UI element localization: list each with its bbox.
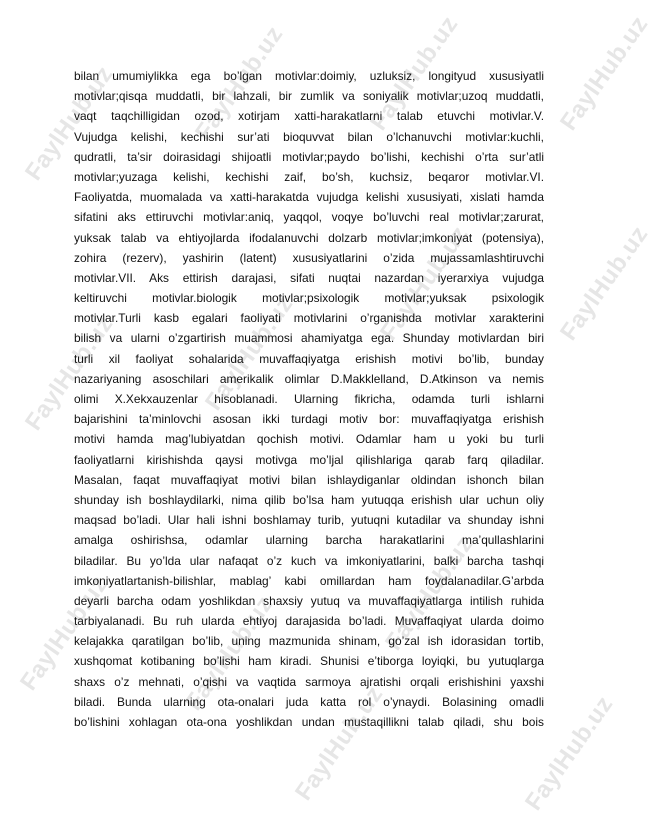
text-line: Masalan, faqat muvaffaqiyat motivi bilan ishlaydiganlar oldindan ishonch bilan xyxy=(74,472,544,487)
watermark-text: FaylHub.uz xyxy=(180,591,279,716)
text-line: maqsad bo’ladi. Ular hali ishni boshlamay turib, yutuqni kutadilar va shunday ishni xyxy=(74,513,544,528)
text-line: motivlar.Turli kasb egalari faoliyati motivlarini o’rganishda motivlar xarakterini xyxy=(74,311,544,326)
text-line: turli xil faoliyat sohalarida muvaffaqiyatga erishish motivi bo’lib, bunday xyxy=(74,351,544,366)
text-line: kelajakka qaratilgan bo’lib, uning mazmunida shinam, go’zal ish idorasidan tortib, xyxy=(74,634,544,649)
text-line: amalga oshirishsa, odamlar ularning barcha harakatlarini ma’qullashlarini xyxy=(74,533,544,548)
text-line: qudratli, ta’sir doirasidagi shijoatli motivlar;paydo bo’lishi, kechishi o’rta sur’atli xyxy=(74,149,544,164)
text-line: deyarli barcha odam yoshlikdan shaxsiy yutuq va muvaffaqiyatlarga intilish ruhida xyxy=(74,593,544,608)
text-line: Vujudga kelishi, kechishi sur’ati bioquvvat bilan o’lchanuvchi motivlar:kuchli, xyxy=(74,129,544,144)
watermark-text: FaylHub.uz xyxy=(290,681,389,806)
text-line: motivlar.VII. Aks ettirish darajasi, sifati nuqtai nazardan iyerarxiya vujudga xyxy=(74,270,544,285)
text-line: biladilar. Bu yo’lda ular nafaqat o’z kuch va imkoniyatlarini, balki barcha tashqi xyxy=(74,553,544,568)
text-line: sifatini aks ettiruvchi motivlar:aniq, yaqqol, voqye bo’luvchi real motivlar;zarurat, xyxy=(74,210,544,225)
watermark-text: FaylHub.uz xyxy=(20,61,119,186)
watermark-text: FaylHub.uz xyxy=(200,291,299,416)
body-text xyxy=(74,66,544,732)
text-line: Faoliyatda, muomalada va xatti-harakatda vujudga kelishi xususiyati, xislati hamda xyxy=(74,190,544,205)
text-line: zohira (rezerv), yashirin (latent) xususiyatlarini o’zida mujassamlashtiruvchi xyxy=(74,250,544,265)
text-line: shaxs o’z mehnati, o’qishi va vaqtida sarmoya ajratishi orqali erishishini yaxshi xyxy=(74,674,544,689)
text-line: bilan umumiylikka ega bo’lgan motivlar:doimiy, uzluksiz, longityud xususiyatli xyxy=(74,69,544,83)
text-line: nazariyaning asoschilari amerikalik olimlar D.Makklelland, D.Atkinson va nemis xyxy=(74,371,544,386)
watermark-text: FaylHub.uz xyxy=(190,21,289,146)
text-line: yuksak talab va ehtiyojlarda ifodalanuvchi dolzarb motivlar;imkoniyat (potensiya), xyxy=(74,230,544,245)
text-line: olimi X.Xekxauzenlar hisoblanadi. Ularning fikricha, odamda turli ishlarni xyxy=(74,392,544,406)
text-line: tarbiyalanadi. Bu ruh ularda ehtiyoj darajasida bo’ladi. Muvaffaqiyat ularda doimo xyxy=(74,614,544,629)
text-line: bilish va ularni o’zgartirish muammosi ahamiyatga ega. Shunday motivlardan biri xyxy=(74,331,544,346)
text-line: shunday ish boshlaydilarki, nima qilib bo’lsa ham yutuqqa erishish ular uchun oliy xyxy=(74,492,544,507)
text-line: bajarishini ta’minlovchi asosan ikki turdagi motiv bor: muvaffaqiyatga erishish xyxy=(74,412,544,427)
text-line: bo’lishini xohlagan ota-ona yoshlikdan undan mustaqillikni talab qiladi, shu bois xyxy=(74,715,544,729)
text-line: faoliyatlarni kirishishda qaysi motivga mo’ljal qilishlariga qarab farq qiladilar. xyxy=(74,452,544,467)
text-line: vaqt taqchilligidan ozod, xotirjam xatti-harakatlarni talab etuvchi motivlar.V. xyxy=(74,109,544,124)
text-line: motivlar;qisqa muddatli, bir lahzali, bir zumlik va soniyalik motivlar;uzoq muddatli, xyxy=(74,89,544,104)
watermark-text: FaylHub.uz xyxy=(15,571,114,696)
watermark-text: FaylHub.uz xyxy=(555,221,654,346)
text-line: keltiruvchi motivlar.biologik motivlar;psixologik motivlar;yuksak psixologik xyxy=(74,291,544,306)
text-line: motivlar;yuzaga kelishi, kechishi zaif, bo’sh, kuchsiz, beqaror motivlar.VI. xyxy=(74,169,544,184)
watermark-text: FaylHub.uz xyxy=(365,11,464,136)
watermark-text: FaylHub.uz xyxy=(520,691,619,816)
text-line: xushqomat kotibaning bo’lishi ham kiradi. Shunisi e’tiborga loyiqki, bu yutuqlarga xyxy=(74,654,544,669)
text-line: biladi. Bunda ularning ota-onalari juda katta rol o’ynaydi. Bolasining omadli xyxy=(74,694,544,709)
watermark-text: FaylHub.uz xyxy=(20,311,119,436)
text-line: imkoniyatlartanish-bilishlar, mablag’ kabi omillardan ham foydalanadilar.G’arbda xyxy=(74,573,544,588)
watermark-text: FaylHub.uz xyxy=(555,11,654,136)
text-line: motivi hamda mag’lubiyatdan qochish motivi. Odamlar ham u yoki bu turli xyxy=(74,432,544,447)
watermark-text: FaylHub.uz xyxy=(375,221,474,346)
watermark-text: FaylHub.uz xyxy=(380,531,479,656)
